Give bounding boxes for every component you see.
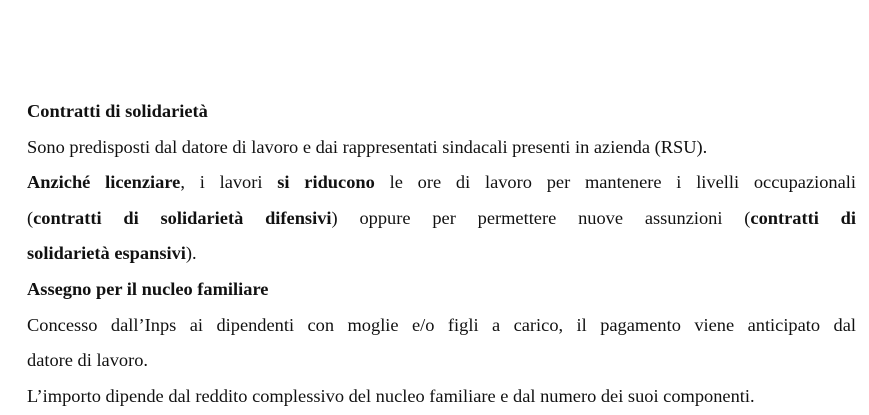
bold-text: si riducono [277,172,375,193]
bold-text: contratti di [750,207,856,228]
paragraph-line: L’importo dipende dal reddito complessivo del nucleo familiare e dal numero dei suoi componenti. [27,385,755,406]
text-run: ( [27,207,34,228]
document-page [27,94,856,414]
text-run: le ore di lavoro per mantenere i livelli occupazionali [374,172,856,193]
section-heading-contratti: Contratti di solidarietà [27,101,208,121]
paragraph-line: datore di lavoro. [27,350,149,371]
section-heading-assegno: Assegno per il nucleo familiare [27,278,269,299]
text-run: ) oppure per permettere nuove assunzioni ( [331,207,751,228]
paragraph-line [27,201,856,237]
text-run: ). [185,243,197,264]
paragraph-line [27,236,856,272]
paragraph-line: Sono predisposti dal datore di lavoro e dai rappresentati sindacali presenti in azienda (RSU). [27,136,708,157]
bold-text: Anziché licenziare [27,172,181,193]
paragraph-line [27,165,856,201]
text-run: , i lavori [180,172,278,193]
bold-text: contratti di solidarietà difensivi [33,207,332,228]
bold-text: solidarietà espansivi [27,243,186,264]
paragraph-line: Concesso dall’Inps ai dipendenti con moglie e/o figli a carico, il pagamento viene anticipato dal [27,314,856,335]
